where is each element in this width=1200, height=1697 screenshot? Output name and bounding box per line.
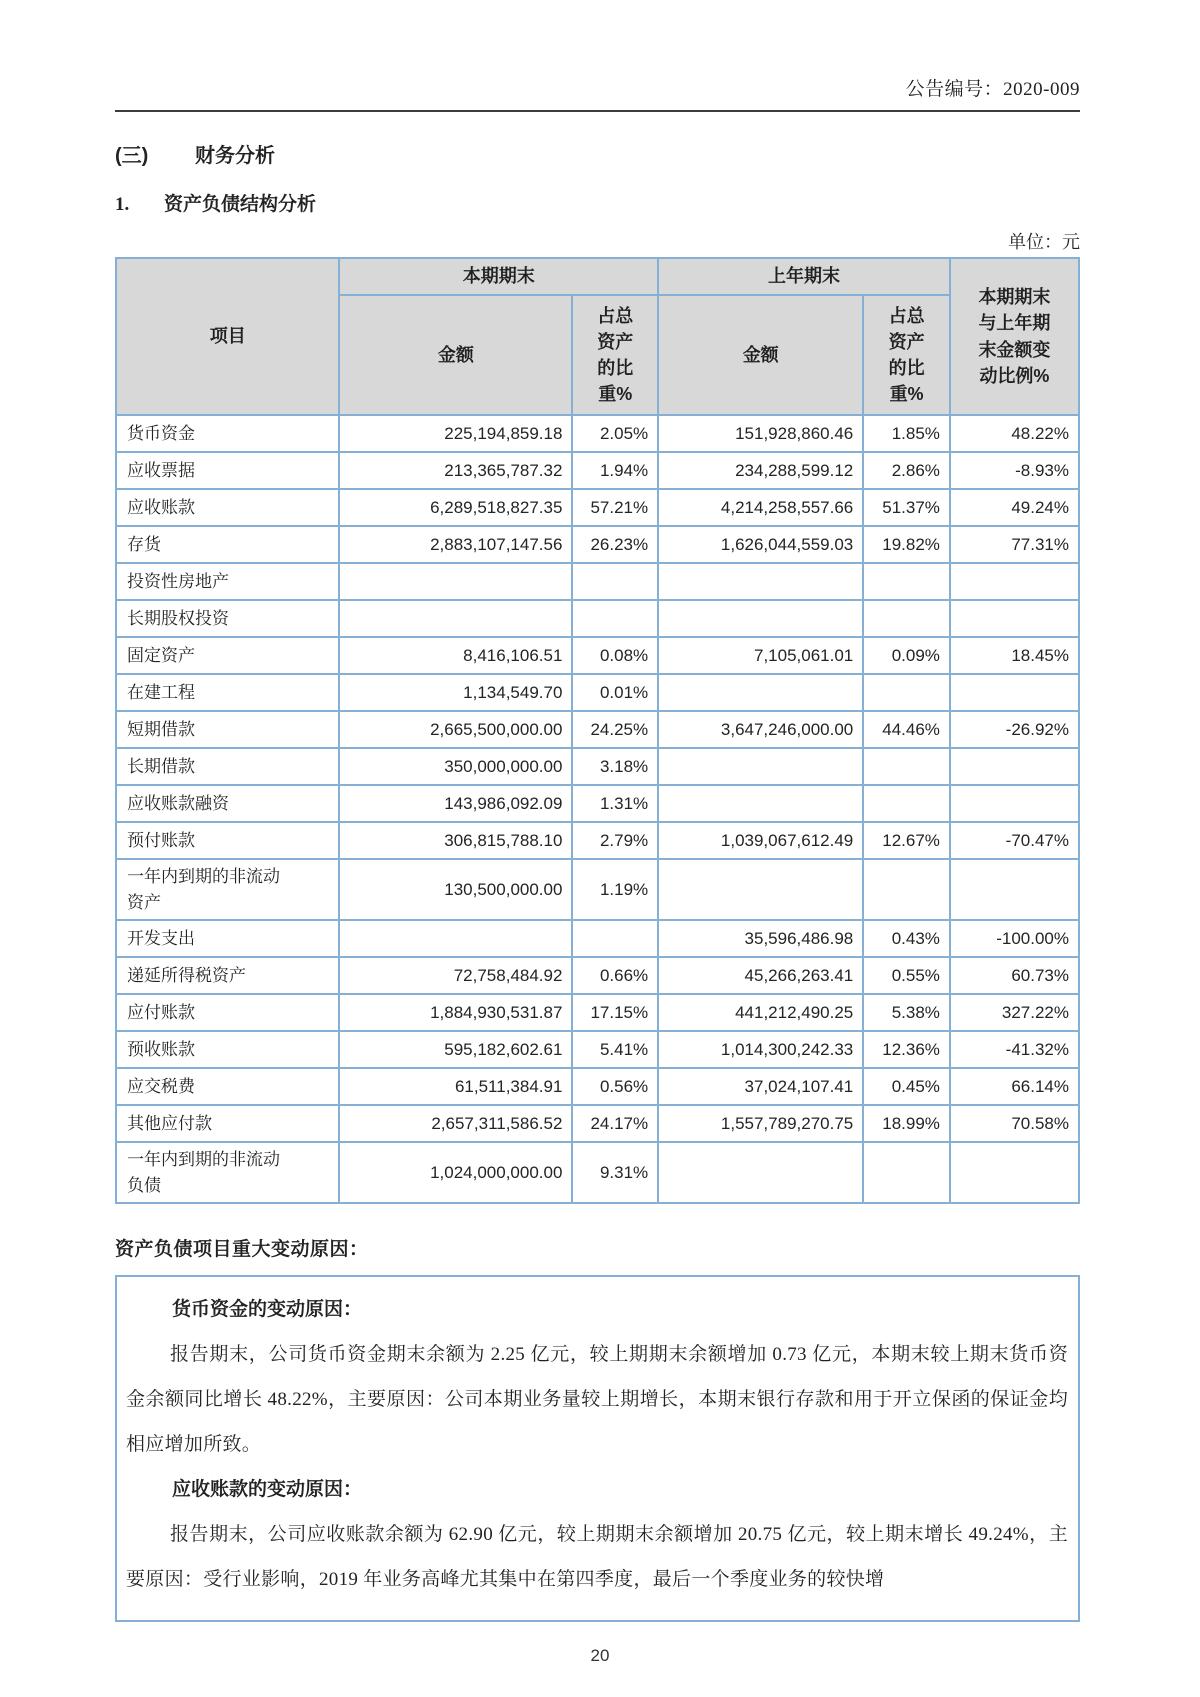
row-label: 短期借款 — [116, 711, 339, 748]
current-amount-cell: 72,758,484.92 — [339, 957, 572, 994]
table-row — [116, 920, 1079, 957]
prior-pct-cell: 12.67% — [863, 822, 950, 859]
current-pct-cell: 1.19% — [572, 859, 658, 920]
current-amount-cell: 306,815,788.10 — [339, 822, 572, 859]
current-amount-cell: 61,511,384.91 — [339, 1068, 572, 1105]
row-label: 应付账款 — [116, 994, 339, 1031]
header-change-ratio-text: 本期期末与上年期末金额变动比例% — [978, 287, 1051, 386]
current-amount-cell: 225,194,859.18 — [339, 415, 572, 452]
subsection-title: 资产负债结构分析 — [164, 194, 317, 215]
prior-pct-cell: 0.45% — [863, 1068, 950, 1105]
row-label: 长期股权投资 — [116, 600, 339, 637]
table-header — [116, 258, 1079, 415]
current-amount-cell — [339, 600, 572, 637]
current-pct-cell: 0.56% — [572, 1068, 658, 1105]
current-amount-cell — [339, 563, 572, 600]
table-row — [116, 489, 1079, 526]
change-pct-cell — [950, 674, 1079, 711]
current-pct-cell: 2.05% — [572, 415, 658, 452]
prior-amount-cell — [658, 563, 863, 600]
prior-amount-cell: 1,626,044,559.03 — [658, 526, 863, 563]
table-row — [116, 452, 1079, 489]
header-current-pct-text: 占总资产的比重% — [597, 305, 634, 405]
analysis-paragraph: 报告期末，公司货币资金期末余额为 2.25 亿元，较上期期末余额增加 0.73 亿元，本期末较上期末货币资金余额同比增长 48.22%，主要原因：公司本期业务量较上期增长，本期末银行存款和用于开立保函的保证金均相应增加所致。 — [126, 1344, 1068, 1455]
current-pct-cell: 0.66% — [572, 957, 658, 994]
prior-pct-cell — [863, 600, 950, 637]
change-pct-cell: 70.58% — [950, 1105, 1079, 1142]
current-pct-cell: 5.41% — [572, 1031, 658, 1068]
table-row — [116, 785, 1079, 822]
current-amount-cell: 130,500,000.00 — [339, 859, 572, 920]
table-row — [116, 563, 1079, 600]
table-row — [116, 748, 1079, 785]
row-label: 应收票据 — [116, 452, 339, 489]
subsection-number: 1. — [115, 194, 130, 215]
prior-amount-cell: 7,105,061.01 — [658, 637, 863, 674]
header-change-ratio — [950, 258, 1079, 415]
change-pct-cell: 18.45% — [950, 637, 1079, 674]
change-pct-cell: -26.92% — [950, 711, 1079, 748]
analysis-block — [126, 1467, 1068, 1602]
analysis-heading: 资产负债项目重大变动原因： — [115, 1239, 369, 1260]
change-pct-cell — [950, 785, 1079, 822]
prior-amount-cell: 1,014,300,242.33 — [658, 1031, 863, 1068]
prior-pct-cell: 0.43% — [863, 920, 950, 957]
table-row — [116, 1068, 1079, 1105]
prior-pct-cell — [863, 748, 950, 785]
table-row — [116, 859, 1079, 920]
change-pct-cell: 49.24% — [950, 489, 1079, 526]
table-row — [116, 1142, 1079, 1203]
table-row — [116, 711, 1079, 748]
prior-pct-cell — [863, 859, 950, 920]
prior-pct-cell: 12.36% — [863, 1031, 950, 1068]
prior-pct-cell: 19.82% — [863, 526, 950, 563]
change-pct-cell — [950, 748, 1079, 785]
current-pct-cell: 1.31% — [572, 785, 658, 822]
table-row — [116, 674, 1079, 711]
header-rule — [115, 110, 1080, 112]
change-pct-cell: -100.00% — [950, 920, 1079, 957]
current-pct-cell: 26.23% — [572, 526, 658, 563]
prior-amount-cell — [658, 785, 863, 822]
subsection-heading — [115, 189, 1080, 216]
change-pct-cell: 77.31% — [950, 526, 1079, 563]
current-pct-cell: 9.31% — [572, 1142, 658, 1203]
row-label: 长期借款 — [116, 748, 339, 785]
current-pct-cell: 0.08% — [572, 637, 658, 674]
current-pct-cell — [572, 563, 658, 600]
header-current-pct — [572, 295, 658, 415]
section-title: 财务分析 — [195, 145, 275, 167]
row-label: 递延所得税资产 — [116, 957, 339, 994]
prior-amount-cell — [658, 1142, 863, 1203]
analysis-subheading: 货币资金的变动原因： — [172, 1299, 363, 1320]
change-pct-cell — [950, 600, 1079, 637]
table-row — [116, 957, 1079, 994]
row-label: 预付账款 — [116, 822, 339, 859]
header-prior-pct — [863, 295, 950, 415]
change-pct-cell: 327.22% — [950, 994, 1079, 1031]
header-prior-period: 上年期末 — [658, 258, 950, 295]
header-prior-amount: 金额 — [658, 295, 863, 415]
prior-pct-cell: 2.86% — [863, 452, 950, 489]
current-pct-cell: 57.21% — [572, 489, 658, 526]
row-label: 在建工程 — [116, 674, 339, 711]
current-pct-cell: 2.79% — [572, 822, 658, 859]
prior-amount-cell: 441,212,490.25 — [658, 994, 863, 1031]
row-label: 应交税费 — [116, 1068, 339, 1105]
unit-label: 单位：元 — [1008, 232, 1080, 252]
table-row — [116, 526, 1079, 563]
prior-amount-cell: 35,596,486.98 — [658, 920, 863, 957]
prior-pct-cell: 5.38% — [863, 994, 950, 1031]
row-label: 存货 — [116, 526, 339, 563]
row-label: 应收账款 — [116, 489, 339, 526]
prior-amount-cell — [658, 859, 863, 920]
prior-pct-cell — [863, 785, 950, 822]
prior-amount-cell: 3,647,246,000.00 — [658, 711, 863, 748]
analysis-box — [115, 1275, 1080, 1622]
header-current-period: 本期期末 — [339, 258, 658, 295]
prior-pct-cell: 0.09% — [863, 637, 950, 674]
table-row — [116, 637, 1079, 674]
analysis-paragraph: 报告期末，公司应收账款余额为 62.90 亿元，较上期期末余额增加 20.75 亿元，较上期末增长 49.24%，主要原因：受行业影响，2019 年业务高峰尤其集中在第四季度，最后一个季度业务的较快增 — [126, 1524, 1068, 1590]
prior-amount-cell — [658, 748, 863, 785]
doc-number: 公告编号：2020-009 — [905, 79, 1080, 100]
row-label: 投资性房地产 — [116, 563, 339, 600]
table-row — [116, 1105, 1079, 1142]
table-row — [116, 994, 1079, 1031]
change-pct-cell: 66.14% — [950, 1068, 1079, 1105]
row-label: 一年内到期的非流动资产 — [116, 859, 339, 920]
change-pct-cell — [950, 1142, 1079, 1203]
current-amount-cell — [339, 920, 572, 957]
prior-pct-cell: 18.99% — [863, 1105, 950, 1142]
prior-pct-cell — [863, 1142, 950, 1203]
analysis-subheading: 应收账款的变动原因： — [172, 1479, 363, 1500]
section-number: (三) — [115, 145, 149, 167]
page-number: 20 — [590, 1646, 610, 1665]
change-pct-cell: 48.22% — [950, 415, 1079, 452]
row-label: 应收账款融资 — [116, 785, 339, 822]
table-row — [116, 1031, 1079, 1068]
current-amount-cell: 143,986,092.09 — [339, 785, 572, 822]
change-pct-cell: -70.47% — [950, 822, 1079, 859]
current-pct-cell: 1.94% — [572, 452, 658, 489]
prior-pct-cell: 0.55% — [863, 957, 950, 994]
row-label: 一年内到期的非流动负债 — [116, 1142, 339, 1203]
current-pct-cell: 0.01% — [572, 674, 658, 711]
current-pct-cell — [572, 600, 658, 637]
prior-amount-cell: 1,557,789,270.75 — [658, 1105, 863, 1142]
table-row — [116, 415, 1079, 452]
prior-amount-cell: 1,039,067,612.49 — [658, 822, 863, 859]
prior-pct-cell — [863, 674, 950, 711]
analysis-block — [126, 1287, 1068, 1467]
current-amount-cell: 1,024,000,000.00 — [339, 1142, 572, 1203]
prior-amount-cell — [658, 674, 863, 711]
current-amount-cell: 8,416,106.51 — [339, 637, 572, 674]
change-pct-cell: -41.32% — [950, 1031, 1079, 1068]
change-pct-cell — [950, 563, 1079, 600]
change-pct-cell: 60.73% — [950, 957, 1079, 994]
prior-pct-cell: 44.46% — [863, 711, 950, 748]
current-amount-cell: 213,365,787.32 — [339, 452, 572, 489]
table-row — [116, 600, 1079, 637]
row-label: 其他应付款 — [116, 1105, 339, 1142]
current-pct-cell: 17.15% — [572, 994, 658, 1031]
section-heading — [115, 139, 1080, 168]
balance-structure-table — [115, 257, 1080, 1204]
current-amount-cell: 350,000,000.00 — [339, 748, 572, 785]
current-pct-cell: 3.18% — [572, 748, 658, 785]
change-pct-cell — [950, 859, 1079, 920]
current-pct-cell: 24.25% — [572, 711, 658, 748]
current-pct-cell — [572, 920, 658, 957]
current-amount-cell: 1,884,930,531.87 — [339, 994, 572, 1031]
prior-amount-cell: 234,288,599.12 — [658, 452, 863, 489]
balance-table-body — [116, 415, 1079, 1203]
current-amount-cell: 2,883,107,147.56 — [339, 526, 572, 563]
row-label: 预收账款 — [116, 1031, 339, 1068]
prior-amount-cell — [658, 600, 863, 637]
header-current-amount: 金额 — [339, 295, 572, 415]
row-label: 货币资金 — [116, 415, 339, 452]
row-label: 固定资产 — [116, 637, 339, 674]
prior-pct-cell — [863, 563, 950, 600]
current-pct-cell: 24.17% — [572, 1105, 658, 1142]
current-amount-cell: 595,182,602.61 — [339, 1031, 572, 1068]
current-amount-cell: 2,665,500,000.00 — [339, 711, 572, 748]
change-pct-cell: -8.93% — [950, 452, 1079, 489]
prior-pct-cell: 1.85% — [863, 415, 950, 452]
prior-amount-cell: 4,214,258,557.66 — [658, 489, 863, 526]
current-amount-cell: 6,289,518,827.35 — [339, 489, 572, 526]
row-label: 开发支出 — [116, 920, 339, 957]
header-group-row — [116, 258, 1079, 295]
table-row — [116, 822, 1079, 859]
current-amount-cell: 1,134,549.70 — [339, 674, 572, 711]
prior-amount-cell: 37,024,107.41 — [658, 1068, 863, 1105]
header-prior-pct-text: 占总资产的比重% — [888, 305, 925, 405]
prior-amount-cell: 45,266,263.41 — [658, 957, 863, 994]
prior-amount-cell: 151,928,860.46 — [658, 415, 863, 452]
prior-pct-cell: 51.37% — [863, 489, 950, 526]
header-item: 项目 — [116, 258, 339, 415]
current-amount-cell: 2,657,311,586.52 — [339, 1105, 572, 1142]
